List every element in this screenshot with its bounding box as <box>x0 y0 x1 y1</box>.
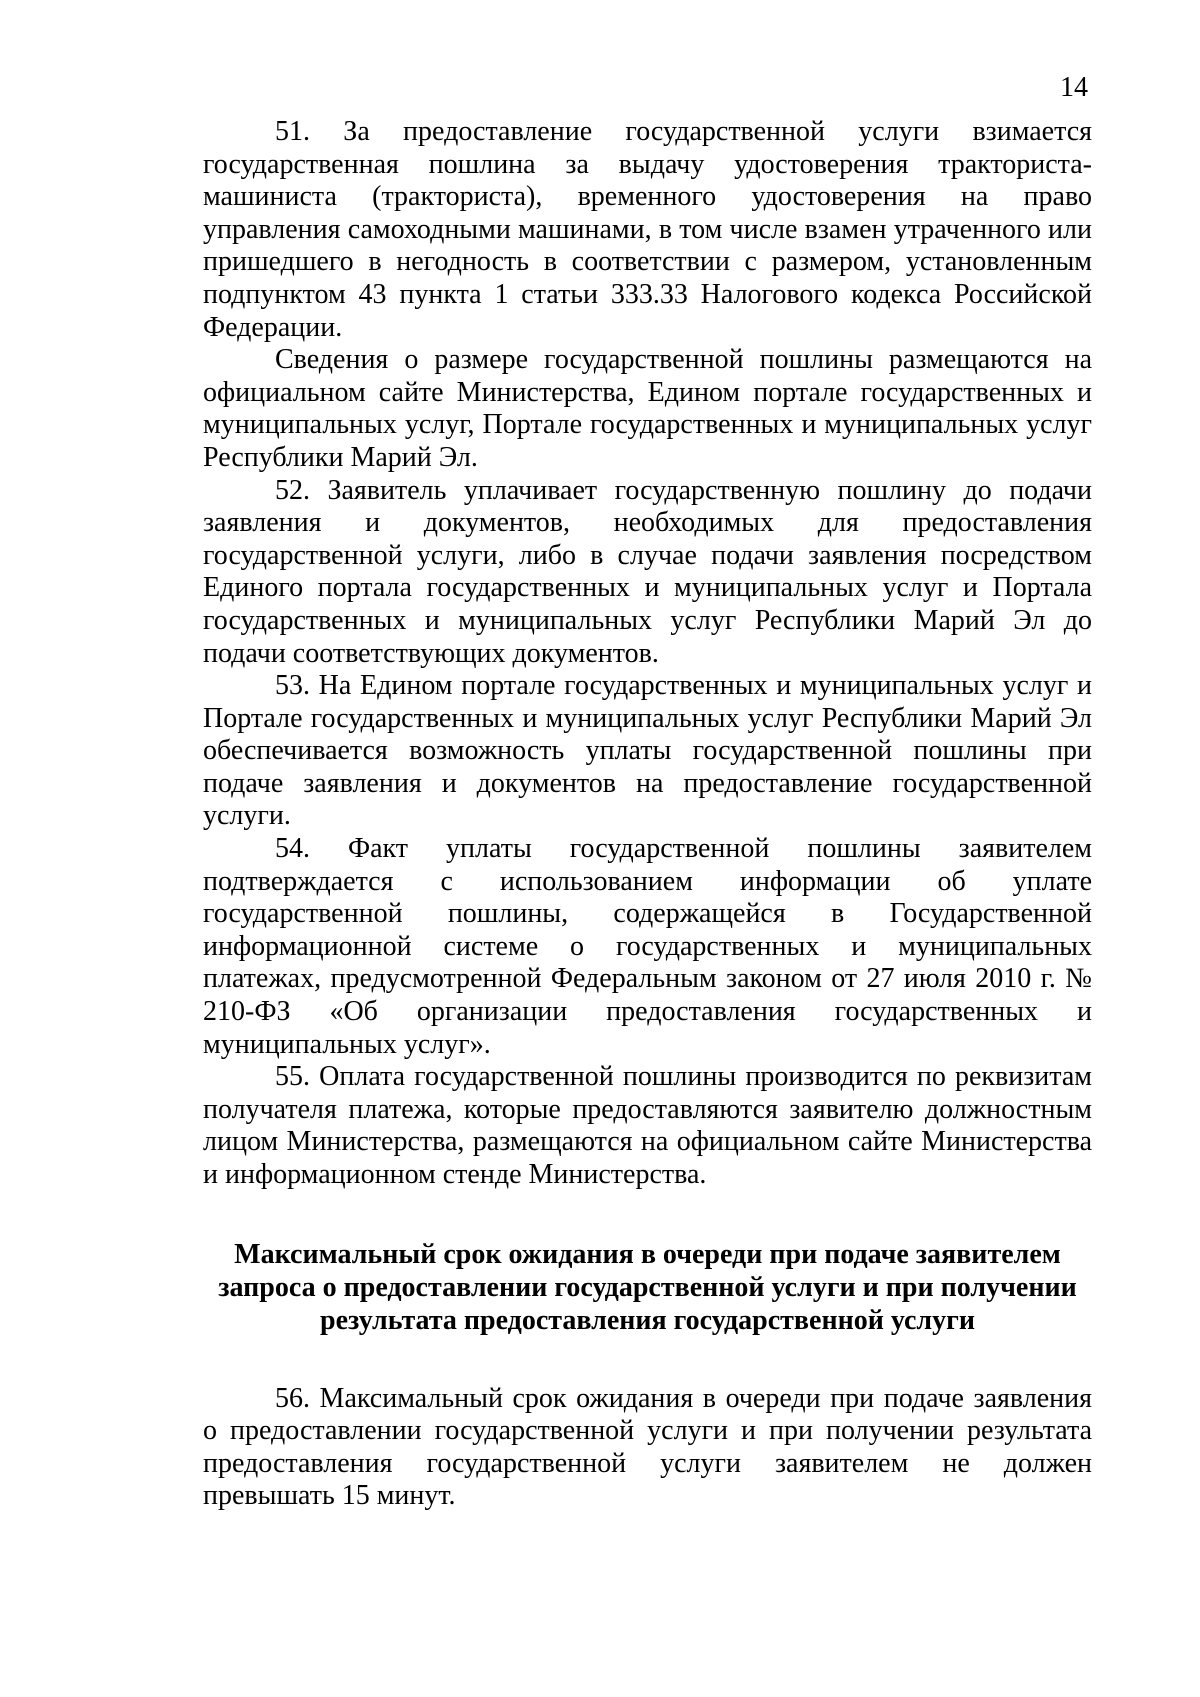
page-number: 14 <box>1060 72 1088 103</box>
paragraph-56: 56. Максимальный срок ожидания в очереди при подаче заявления о предоставлении государственной услуги и при получении результата предоставления государственной услуги заявителем не должен превышать 15 минут. <box>203 1382 1092 1512</box>
paragraph-fee-info: Сведения о размере государственной пошлины размещаются на официальном сайте Министерства, Едином портале государственных и муниципальных услуг, Портале государственных и муниципальных услуг Республики Марий Эл. <box>203 344 1092 473</box>
paragraph-51: 51. За предоставление государственной услуги взимается государственная пошлина за выдачу удостоверения тракториста-машиниста (тракториста), временного удостоверения на право управления самоходными машинами, в том числе взамен утраченного или пришедшего в негодность в соответствии с размером, установленным подпунктом 43 пункта 1 статьи 333.33 Налогового кодекса Российской Федерации. <box>203 116 1092 343</box>
paragraph-55: 55. Оплата государственной пошлины производится по реквизитам получателя платежа, которые предоставляются заявителю должностным лицом Министерства, размещаются на официальном сайте Министерства и информационном стенде Министерства. <box>203 1061 1092 1190</box>
paragraph-54: 54. Факт уплаты государственной пошлины заявителем подтверждается с использованием информации об уплате государственной пошлины, содержащейся в Государственной информационной системе о государственных и муниципальных платежах, предусмотренной Федеральным законом от 27 июля 2010 г. № 210-ФЗ «Об организации предоставления государственных и муниципальных услуг». <box>203 833 1092 1060</box>
section-heading: Максимальный срок ожидания в очереди при подаче заявителем запроса о предоставлении государственной услуги и при получении результата предоставления государственной услуги <box>218 1238 1077 1336</box>
paragraph-53: 53. На Едином портале государственных и муниципальных услуг и Портале государственных и муниципальных услуг Республики Марий Эл обеспечивается возможность уплаты государственной пошлины при подаче заявления и документов на предоставление государственной услуги. <box>203 670 1092 832</box>
paragraph-52: 52. Заявитель уплачивает государственную пошлину до подачи заявления и документов, необходимых для предоставления государственной услуги, либо в случае подачи заявления посредством Единого портала государственных и муниципальных услуг и Портала государственных и муниципальных услуг Республики Марий Эл до подачи соответствующих документов. <box>203 474 1092 669</box>
document-body <box>203 116 1092 1513</box>
